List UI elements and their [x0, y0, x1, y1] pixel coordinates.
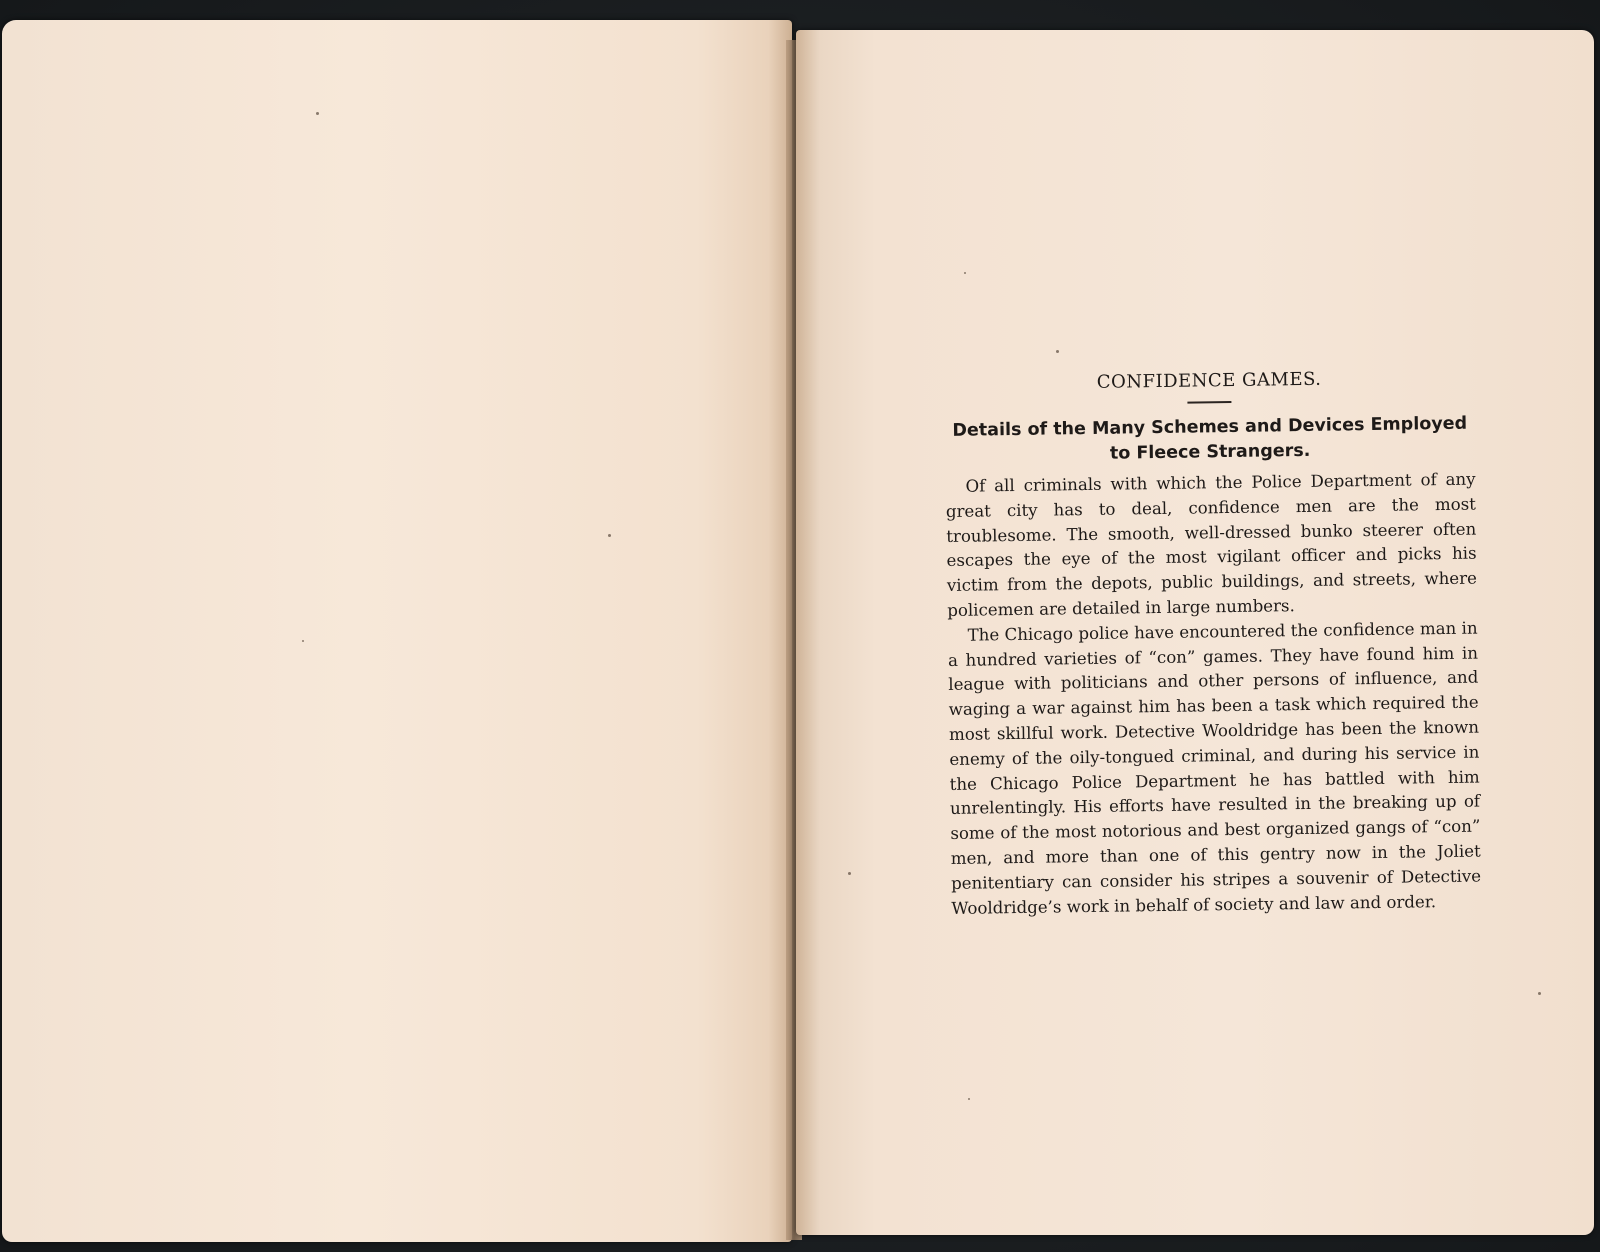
body-paragraph-2: The Chicago police have encountered the confidence man in a hundred varieties of “con” games. They have found him in league with politicians and other persons of influence, and waging a war against him has been a task which required the most skillful work. Detective Wooldridge has been the known enemy of the oily-tongued criminal, and during his service in the Chicago Police Department he has battled with him unrelentingly. His efforts have resulted in the breaking up of some of the most notorious and best organized gangs of “con” men, and more than one of this gentry now in the Joliet penitentiary can consider his stripes a souvenir of Detective Wooldridge’s work in behalf of society and law and order. [947, 618, 1482, 918]
heading-rule [1187, 401, 1231, 404]
left-page-blank [2, 20, 792, 1242]
paper-speck [964, 272, 966, 274]
body-paragraph-1: Of all criminals with which the Police Department of any great city has to deal, confidence men are the most troublesome. The smooth, well-dressed bunko steerer often escapes the eye of the most vigilant officer and picks his victim from the depots, public buildings, and streets, where policemen are detailed in large numbers. [945, 469, 1478, 620]
chapter-subheading: Details of the Many Schemes and Devices Employed to Fleece Strangers. [952, 413, 1468, 464]
paper-speck [1056, 350, 1059, 353]
paper-speck [608, 534, 611, 537]
paper-speck [848, 872, 851, 875]
paper-speck [302, 640, 304, 642]
paper-speck [1538, 992, 1541, 995]
chapter-heading: CONFIDENCE GAMES. [1096, 368, 1322, 393]
paper-speck [316, 112, 319, 115]
paper-speck [968, 1098, 970, 1100]
chapter-text [944, 367, 1482, 922]
